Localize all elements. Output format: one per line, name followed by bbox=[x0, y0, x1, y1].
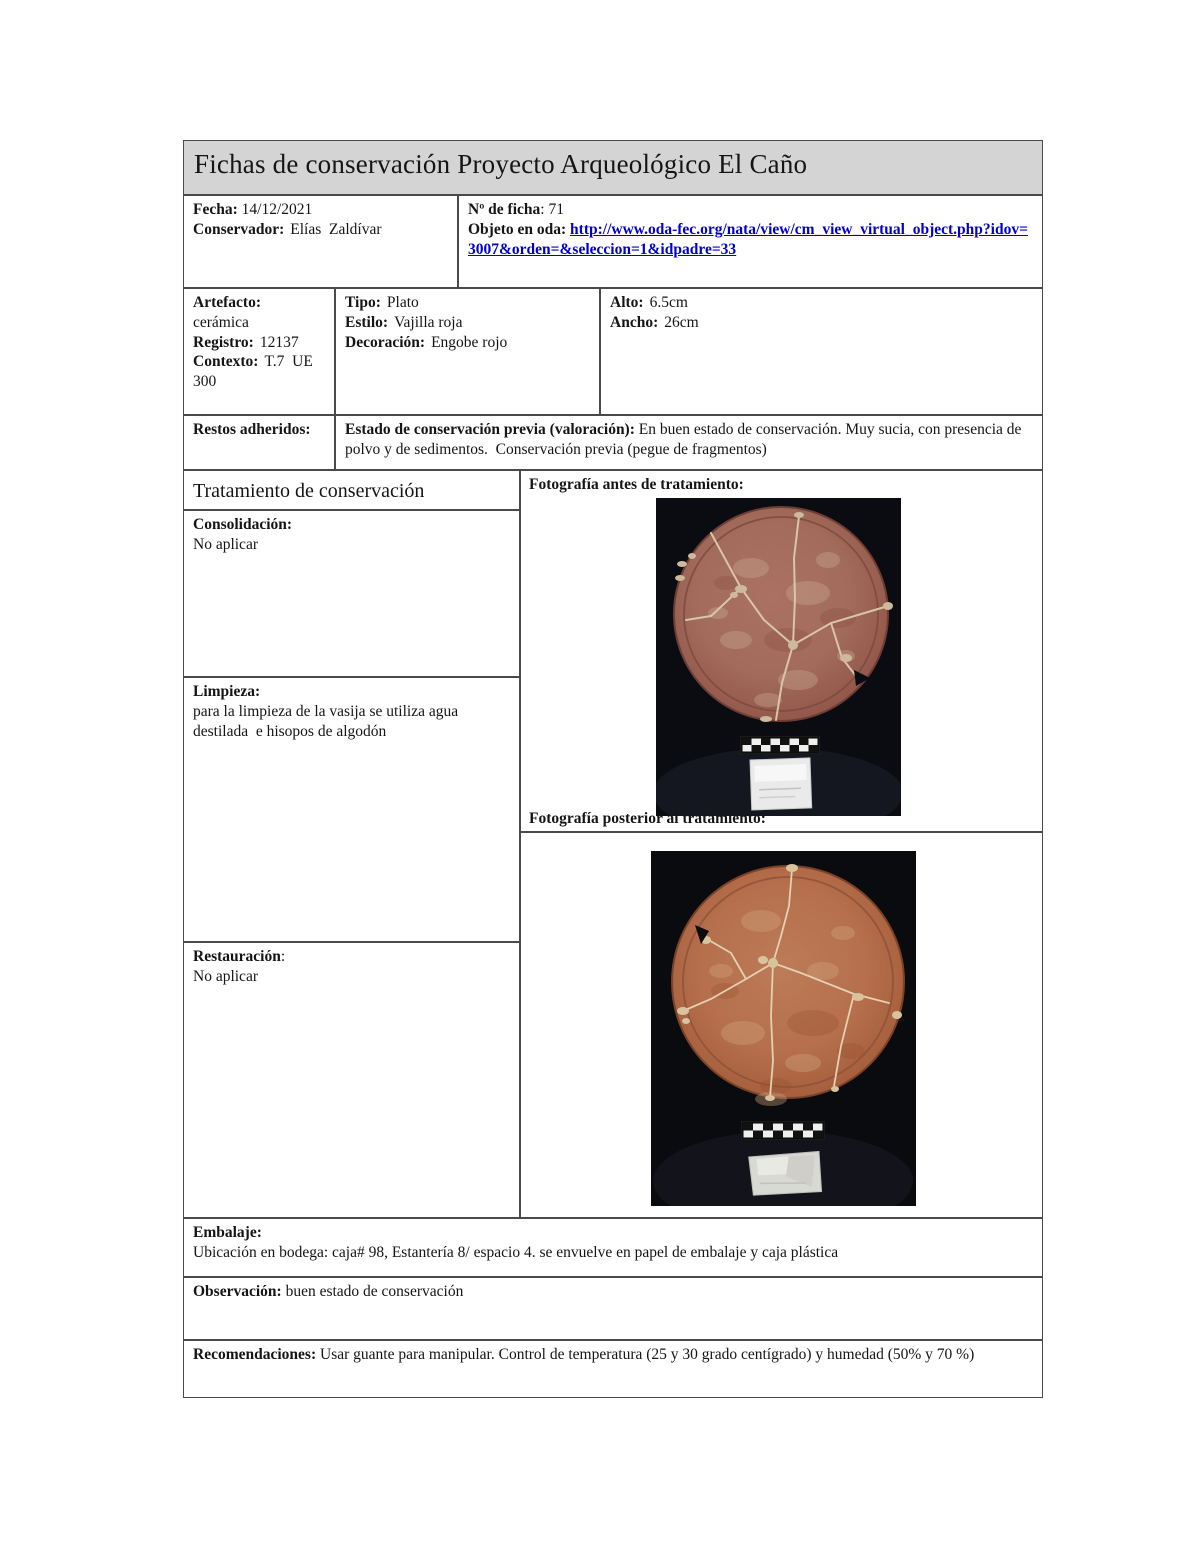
foto-despues-caption: Fotografía posterior al tratamiento: bbox=[529, 810, 766, 828]
contexto-label: Contexto: bbox=[193, 353, 259, 371]
estilo-line bbox=[345, 313, 590, 333]
registro-value: 12137 bbox=[259, 333, 299, 351]
estilo-label: Estilo: bbox=[345, 313, 389, 331]
consolidacion-value-line bbox=[193, 535, 510, 555]
scale-bar bbox=[740, 736, 820, 754]
ficha-objeto-cell bbox=[458, 195, 1043, 288]
ficha-value: : 71 bbox=[540, 201, 564, 218]
contexto-line bbox=[193, 352, 325, 392]
decoracion-label: Decoración: bbox=[345, 333, 426, 351]
restauracion-value: No aplicar bbox=[193, 967, 258, 985]
fecha-label: Fecha: bbox=[193, 201, 238, 218]
consolidacion-cell bbox=[183, 510, 520, 677]
embalaje-label: Embalaje: bbox=[193, 1224, 262, 1241]
fecha-value: 14/12/2021 bbox=[237, 201, 313, 218]
tipo-label: Tipo: bbox=[345, 294, 381, 311]
artefacto-value: cerámica bbox=[193, 313, 249, 331]
restauracion-cell bbox=[183, 942, 520, 1218]
restauracion-value-line bbox=[193, 967, 510, 987]
limpieza-label: Limpieza: bbox=[193, 683, 261, 700]
dimensiones-cell bbox=[600, 288, 1043, 415]
conservation-form bbox=[183, 140, 1043, 1398]
observacion-value: buen estado de conservación bbox=[285, 1283, 464, 1300]
tipo-value: Plato bbox=[386, 294, 419, 311]
estado-label: Estado de conservación previa (valoración): bbox=[345, 421, 635, 438]
consolidacion-value: No aplicar bbox=[193, 535, 258, 553]
tipo-cell bbox=[335, 288, 600, 415]
observacion-cell bbox=[183, 1277, 1043, 1340]
alto-label: Alto: bbox=[610, 294, 644, 311]
consolidacion-label: Consolidación: bbox=[193, 516, 293, 533]
foto-antes-cell bbox=[520, 470, 1043, 832]
embalaje-value: Ubicación en bodega: caja# 98, Estantería 8/ espacio 4. se envuelve en papel de embalaje y caja plástica bbox=[193, 1243, 839, 1261]
tratamiento-header: Tratamiento de conservación bbox=[193, 480, 425, 502]
ancho-line bbox=[610, 313, 1033, 333]
conservador-label: Conservador: bbox=[193, 220, 285, 238]
artefacto-label-line bbox=[193, 293, 325, 313]
conservador-line bbox=[193, 220, 448, 240]
tratamiento-header-cell bbox=[183, 470, 520, 510]
objeto-link[interactable]: http://www.oda-fec.org/nata/view/cm_view_virtual_object.php?idov=3007&orden=&seleccion=1&idpadre=33 bbox=[468, 220, 1028, 258]
artefacto-label: Artefacto: bbox=[193, 294, 261, 311]
objeto-label: Objeto en oda: bbox=[468, 220, 567, 238]
limpieza-label-line bbox=[193, 682, 510, 702]
photo-before-treatment bbox=[656, 498, 901, 816]
registro-line bbox=[193, 333, 325, 353]
restos-line bbox=[193, 420, 325, 440]
estado-line bbox=[345, 420, 1033, 460]
embalaje-cell bbox=[183, 1218, 1043, 1277]
photo-after-treatment bbox=[651, 851, 916, 1206]
limpieza-cell bbox=[183, 677, 520, 942]
recomendaciones-label: Recomendaciones: bbox=[193, 1346, 317, 1363]
foto-antes-caption: Fotografía antes de tratamiento: bbox=[529, 476, 744, 493]
decoracion-value: Engobe rojo bbox=[431, 333, 508, 351]
embalaje-value-line bbox=[193, 1243, 1033, 1263]
restos-cell bbox=[183, 415, 335, 470]
ficha-line bbox=[468, 200, 1033, 220]
form-title-bar bbox=[183, 140, 1043, 195]
fecha-conservador-cell bbox=[183, 195, 458, 288]
conservador-value: Elías Zaldívar bbox=[290, 220, 382, 238]
restauracion-colon: : bbox=[280, 948, 286, 965]
ancho-value: 26cm bbox=[664, 313, 699, 331]
page-title: Fichas de conservación Proyecto Arqueológico El Caño bbox=[194, 149, 808, 179]
alto-value: 6.5cm bbox=[649, 294, 688, 311]
limpieza-value-line bbox=[193, 702, 510, 742]
decoracion-line bbox=[345, 333, 590, 353]
tipo-line bbox=[345, 293, 590, 313]
estilo-value: Vajilla roja bbox=[394, 313, 463, 331]
foto-despues-cell bbox=[520, 832, 1043, 1218]
contexto-value: T.7 UE 300 bbox=[193, 353, 317, 391]
observacion-line bbox=[193, 1282, 1033, 1302]
estado-value: En buen estado de conservación. Muy sucia, con presencia de polvo y de sedimentos. Conservación previa (pegue de fragmentos) bbox=[345, 421, 1026, 458]
restos-label: Restos adheridos: bbox=[193, 421, 311, 438]
recomendaciones-value: Usar guante para manipular. Control de temperatura (25 y 30 grado centígrado) y humedad (50% y 70 %) bbox=[320, 1346, 975, 1363]
ancho-label: Ancho: bbox=[610, 313, 659, 331]
recomendaciones-cell bbox=[183, 1340, 1043, 1398]
estado-cell bbox=[335, 415, 1043, 470]
consolidacion-label-line bbox=[193, 515, 510, 535]
objeto-line bbox=[468, 220, 1033, 260]
embalaje-label-line bbox=[193, 1223, 1033, 1243]
artefacto-value-line bbox=[193, 313, 325, 333]
restauracion-label-line bbox=[193, 947, 510, 967]
alto-line bbox=[610, 293, 1033, 313]
limpieza-value: para la limpieza de la vasija se utiliza agua destilada e hisopos de algodón bbox=[193, 702, 462, 740]
registro-label: Registro: bbox=[193, 333, 254, 351]
fecha-line bbox=[193, 200, 448, 220]
label-tag bbox=[747, 1149, 823, 1198]
scale-bar bbox=[741, 1121, 825, 1140]
restauracion-label: Restauración bbox=[193, 948, 281, 965]
observacion-label: Observación: bbox=[193, 1283, 282, 1300]
artefacto-cell bbox=[183, 288, 335, 415]
label-tag bbox=[750, 758, 812, 810]
ficha-label: Nº de ficha bbox=[468, 201, 541, 218]
recomendaciones-line bbox=[193, 1345, 1033, 1365]
